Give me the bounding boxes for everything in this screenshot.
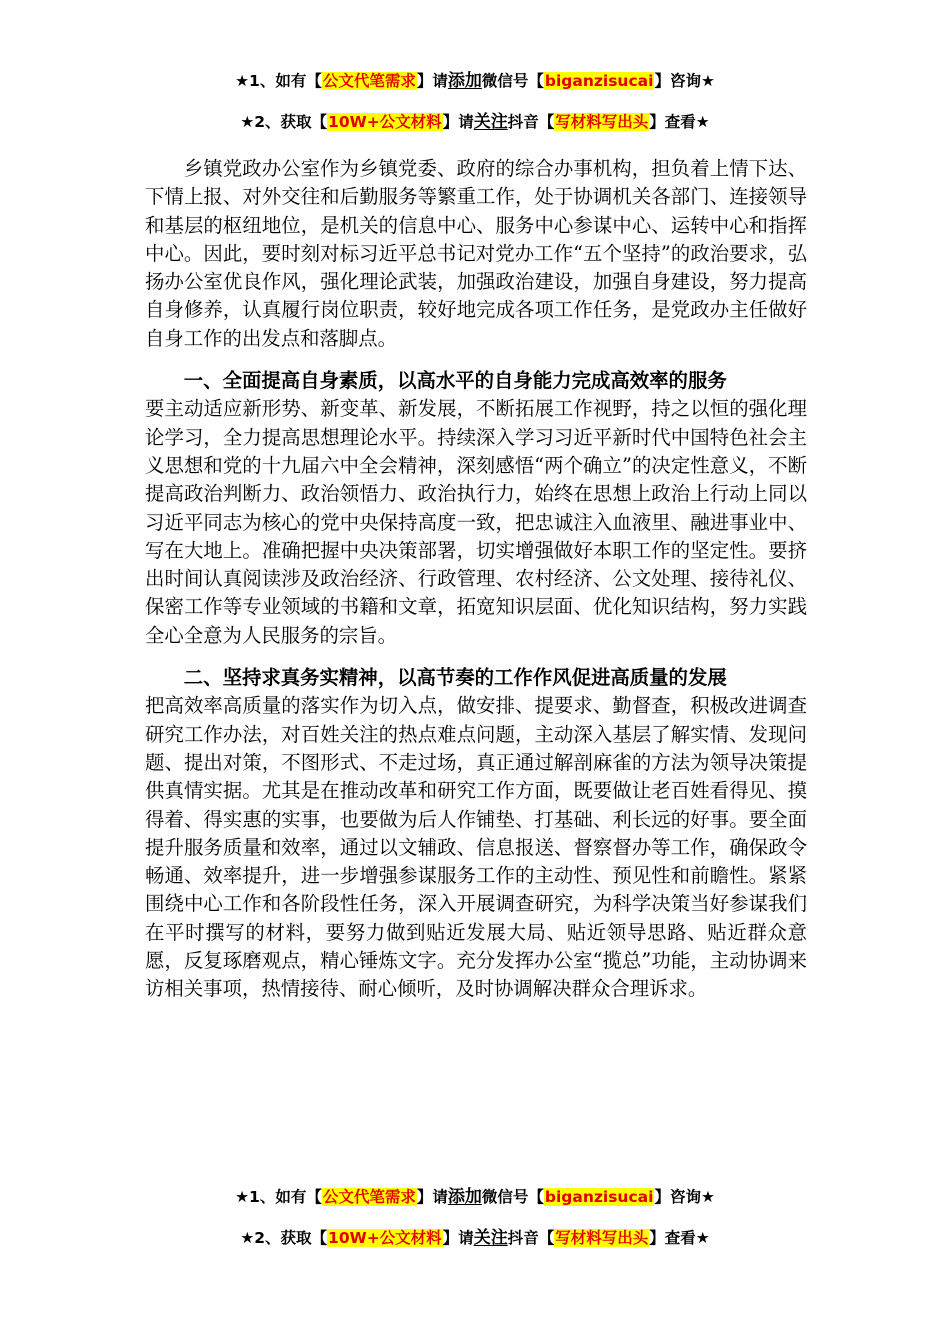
underlined-follow: 关注 bbox=[473, 1228, 508, 1248]
section-paragraph: 把高效率高质量的落实作为切入点，做安排、提要求、勤督查，积极改进调查研究工作办法，对百姓关注的热点难点问题，主动深入基层了解实情、发现问题、提出对策，不图形式、不走过场，真正通过解剖麻雀的方法为领导决策提供真情实据。尤其是在推动改革和研究工作方面，既要做让老百姓看得见、摸得着、得实惠的实事，也要做为后人作铺垫、打基础、利长远的好事。要全面提升服务质量和效率，通过以文辅政、信息报送、督察督办等工作，确保政令畅通、效率提升，进一步增强参谋服务工作的主动性、预见性和前瞻性。紧紧围绕中心工作和各阶段性任务，深入开展调查研究，为科学决策当好参谋我们在平时撰写的材料，要努力做到贴近发展大局、贴近领导思路、贴近群众意愿，反复琢磨观点，精心锤炼文字。充分发挥办公室“揽总”功能，主动协调来访相关事项，热情接待、耐心倾听，及时协调解决群众合理诉求。 bbox=[145, 694, 807, 1001]
banner-text: ★2、获取【 bbox=[240, 1229, 328, 1247]
top-banner-line-2 bbox=[0, 111, 950, 133]
banner-text: 微信号【 bbox=[481, 1188, 544, 1206]
bottom-banner-line-1 bbox=[0, 1186, 950, 1208]
bottom-banner-line-2 bbox=[0, 1227, 950, 1249]
banner-text: 】请 bbox=[442, 113, 474, 131]
banner-text: 】查看★ bbox=[649, 113, 710, 131]
highlight-materials: 10W+公文材料 bbox=[328, 1229, 442, 1247]
highlight-douyin: 写材料写出头 bbox=[555, 1229, 649, 1247]
highlight-douyin: 写材料写出头 bbox=[555, 113, 649, 131]
section-heading: 一、全面提高自身素质，以高水平的自身能力完成高效率的服务 bbox=[183, 369, 727, 393]
banner-text: 】查看★ bbox=[649, 1229, 710, 1247]
banner-text: 】请 bbox=[442, 1229, 474, 1247]
highlight-service: 公文代笔需求 bbox=[322, 72, 416, 90]
banner-text: ★1、如有【 bbox=[235, 1188, 322, 1206]
banner-text: 抖音【 bbox=[507, 113, 555, 131]
banner-text: 微信号【 bbox=[481, 72, 544, 90]
section-heading: 二、坚持求真务实精神，以高节奏的工作作风促进高质量的发展 bbox=[183, 666, 727, 690]
top-banner-line-1 bbox=[0, 70, 950, 92]
highlight-service: 公文代笔需求 bbox=[322, 1188, 416, 1206]
underlined-follow: 关注 bbox=[473, 112, 508, 132]
banner-text: 】咨询★ bbox=[654, 72, 715, 90]
highlight-materials: 10W+公文材料 bbox=[328, 113, 442, 131]
banner-text: 】请 bbox=[416, 1188, 448, 1206]
banner-text: 】咨询★ bbox=[654, 1188, 715, 1206]
intro-paragraph: 乡镇党政办公室作为乡镇党委、政府的综合办事机构，担负着上情下达、下情上报、对外交往和后勤服务等繁重工作，处于协调机关各部门、连接领导和基层的枢纽地位，是机关的信息中心、服务中心参谋中心、运转中心和指挥中心。因此，要时刻对标习近平总书记对党办工作“五个坚持”的政治要求，弘扬办公室优良作风，强化理论武装，加强政治建设，加强自身建设，努力提高自身修养，认真履行岗位职责，较好地完成各项工作任务，是党政办主任做好自身工作的出发点和落脚点。 bbox=[145, 157, 807, 350]
highlight-wechat-id: biganzisucai bbox=[544, 72, 654, 90]
highlight-wechat-id: biganzisucai bbox=[544, 1188, 654, 1206]
underlined-add: 添加 bbox=[447, 1187, 482, 1207]
banner-text: 抖音【 bbox=[507, 1229, 555, 1247]
banner-text: 】请 bbox=[416, 72, 448, 90]
banner-text: ★1、如有【 bbox=[235, 72, 322, 90]
underlined-add: 添加 bbox=[447, 71, 482, 91]
banner-text: ★2、获取【 bbox=[240, 113, 328, 131]
section-paragraph: 要主动适应新形势、新变革、新发展，不断拓展工作视野，持之以恒的强化理论学习，全力提高思想理论水平。持续深入学习习近平新时代中国特色社会主义思想和党的十九届六中全会精神，深刻感悟“两个确立”的决定性意义，不断提高政治判断力、政治领悟力、政治执行力，始终在思想上政治上行动上同以习近平同志为核心的党中央保持高度一致，把忠诚注入血液里、融进事业中、写在大地上。准确把握中央决策部署，切实增强做好本职工作的坚定性。要挤出时间认真阅读涉及政治经济、行政管理、农村经济、公文处理、接待礼仪、保密工作等专业领域的书籍和文章，拓宽知识层面、优化知识结构，努力实践全心全意为人民服务的宗旨。 bbox=[145, 397, 807, 647]
document-body bbox=[145, 155, 807, 1004]
